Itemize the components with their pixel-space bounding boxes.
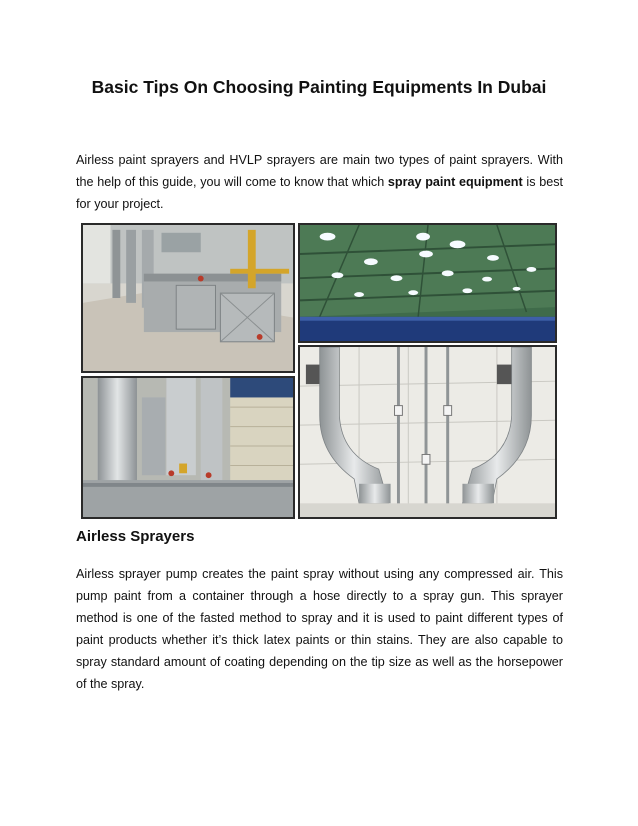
intro-text-start: Airless paint sprayers and HVLP sprayers are main two types of paint sprayers. With the help of this guide, you will come to know that which	[76, 153, 563, 189]
spray-paint-equipment-keyword: spray paint equipment	[387, 175, 523, 189]
intro-text-end: is best for your project.	[76, 175, 563, 211]
section-paragraph: Airless sprayer pump creates the paint spray without using any compressed air. This pump paint from a container through a hose directly to a spray gun. This sprayer method is one of the fasted method to spray and it is used to paint different types of paint products whether it’s thick latex paints or thin stains. They are also capable to spray standard amount of coating depending on the tip size as well as the horsepower of the spray.	[76, 567, 563, 691]
photo-workshop-units	[81, 223, 295, 373]
page-title: Basic Tips On Choosing Painting Equipments In Dubai	[91, 77, 547, 97]
photo-ceiling-ducts	[298, 345, 557, 519]
intro-paragraph	[76, 149, 563, 215]
photo-green-ceiling-lights	[298, 223, 557, 343]
photo-duct-machinery	[81, 376, 295, 519]
section-heading: Airless Sprayers	[76, 528, 195, 545]
